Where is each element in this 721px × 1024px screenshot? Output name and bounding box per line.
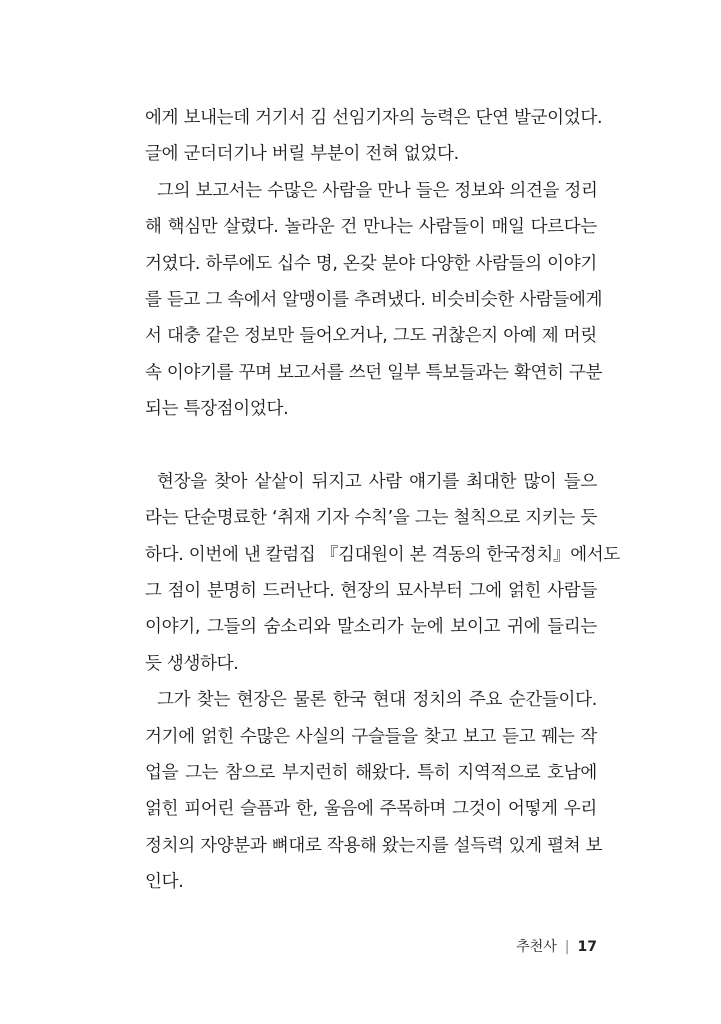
text-line: 현장을 찾아 샅샅이 뒤지고 사람 얘기를 최대한 많이 들으 — [157, 471, 597, 492]
text-line: 그 점이 분명히 드러난다. 현장의 묘사부터 그에 얽힌 사람들 — [145, 581, 597, 602]
text-line: 거였다. 하루에도 십수 명, 온갖 분야 다양한 사람들의 이야기 — [145, 253, 597, 274]
text-line: 이야기, 그들의 숨소리와 말소리가 눈에 보이고 귀에 들리는 — [145, 617, 597, 638]
text-line: 를 듣고 그 속에서 알맹이를 추려냈다. 비슷비슷한 사람들에게 — [145, 289, 603, 310]
text-line: 해 핵심만 살렸다. 놀라운 건 만나는 사람들이 매일 다르다는 — [145, 217, 597, 238]
text-line: 정치의 자양분과 뼈대로 작용해 왔는지를 설득력 있게 펼쳐 보 — [145, 835, 603, 856]
paragraph-2 — [145, 173, 603, 428]
text-line: 서 대충 같은 정보만 들어오거나, 그도 귀찮은지 아예 제 머릿 — [145, 326, 597, 347]
paragraph-gap — [145, 428, 597, 464]
body-text — [145, 100, 621, 901]
text-line: 에게 보내는데 거기서 김 선임기자의 능력은 단연 발군이었다. — [145, 108, 603, 128]
text-line: 되는 특장점이었다. — [145, 399, 289, 420]
text-line: 듯 생생하다. — [145, 653, 239, 674]
footer-separator: | — [564, 939, 570, 955]
text-line: 라는 단순명료한 ‘취재 기자 수칙’을 그는 철칙으로 지키는 듯 — [145, 508, 597, 529]
text-line: 그의 보고서는 수많은 사람을 만나 들은 정보와 의견을 정리 — [157, 180, 598, 201]
text-line: 속 이야기를 꾸며 보고서를 쓰던 일부 특보들과는 확연히 구분 — [145, 362, 603, 383]
paragraph-3 — [145, 464, 621, 682]
paragraph-1 — [145, 100, 603, 173]
page-footer — [516, 936, 597, 956]
text-line: 하다. 이번에 낸 칼럼집 『김대원이 본 격동의 한국정치』에서도 — [145, 544, 621, 565]
text-line: 글에 군더더기나 버릴 부분이 전혀 없었다. — [145, 144, 459, 165]
text-line: 업을 그는 참으로 부지런히 해왔다. 특히 지역적으로 호남에 — [145, 763, 597, 784]
text-line: 그가 찾는 현장은 물론 한국 현대 정치의 주요 순간들이다. — [157, 690, 597, 711]
text-line: 인다. — [145, 872, 184, 893]
paragraph-4 — [145, 682, 603, 900]
page-number: 17 — [577, 939, 597, 955]
section-title: 추천사 — [516, 939, 557, 955]
text-line: 얽힌 피어린 슬픔과 한, 울음에 주목하며 그것이 어떻게 우리 — [145, 799, 597, 820]
text-line: 거기에 얽힌 수많은 사실의 구슬들을 찾고 보고 듣고 꿰는 작 — [145, 726, 597, 747]
